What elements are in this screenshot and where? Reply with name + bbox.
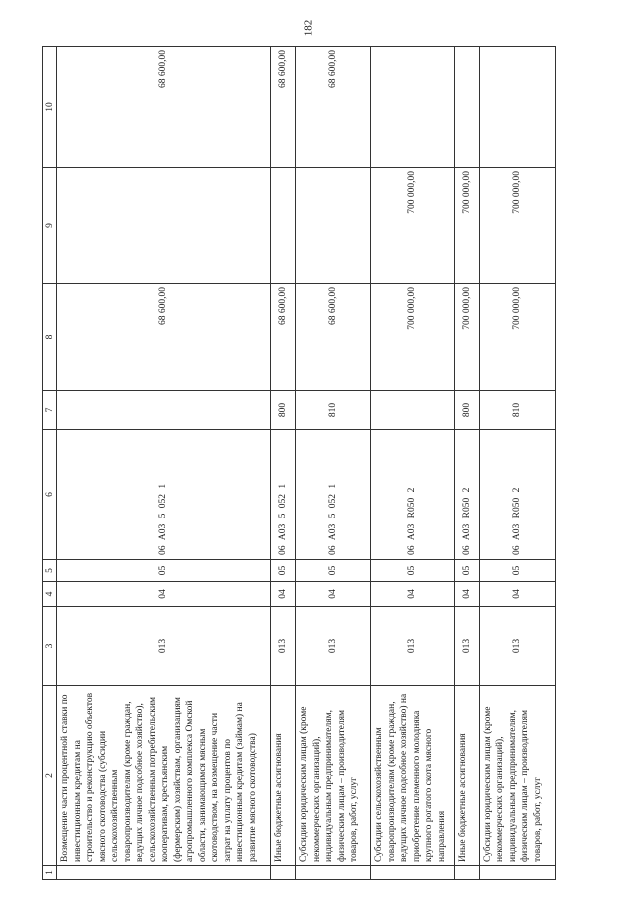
amount-col-10 [454, 47, 479, 168]
amount-total: 700 000,00 [479, 284, 555, 391]
expense-type-code [371, 391, 455, 430]
column-header: 9 [43, 168, 57, 284]
target-article-code: 06 А03 5 052 1 [296, 430, 371, 560]
section-code: 04 [479, 582, 555, 607]
target-article-code: 06 А03 R050 2 [371, 430, 455, 560]
target-article-code: 06 А03 5 052 1 [57, 430, 271, 560]
row-number-cell [371, 866, 455, 880]
amount-total: 68 600,00 [271, 284, 296, 391]
target-article-code: 06 А03 R050 2 [454, 430, 479, 560]
row-number-cell [57, 866, 271, 880]
ministry-code: 013 [479, 607, 555, 686]
row-number-cell [271, 866, 296, 880]
amount-col-9: 700 000,00 [454, 168, 479, 284]
subsection-code: 05 [296, 560, 371, 582]
target-article-code: 06 А03 R050 2 [479, 430, 555, 560]
target-article-code: 06 А03 5 052 1 [271, 430, 296, 560]
expense-type-code: 800 [271, 391, 296, 430]
page-number: 182 [302, 19, 315, 37]
table-row [479, 47, 555, 880]
subsection-code: 05 [57, 560, 271, 582]
budget-table [42, 46, 556, 880]
column-header: 8 [43, 284, 57, 391]
expense-type-code: 810 [296, 391, 371, 430]
section-code: 04 [271, 582, 296, 607]
section-code: 04 [454, 582, 479, 607]
section-code: 04 [296, 582, 371, 607]
subsection-code: 05 [479, 560, 555, 582]
rotated-table-wrapper [42, 47, 556, 880]
expense-type-code [57, 391, 271, 430]
amount-col-10 [479, 47, 555, 168]
amount-total: 700 000,00 [454, 284, 479, 391]
subsection-code: 05 [371, 560, 455, 582]
column-header: 6 [43, 430, 57, 560]
amount-col-9: 700 000,00 [371, 168, 455, 284]
table-row [57, 47, 271, 880]
column-number-row [43, 47, 57, 880]
column-header: 4 [43, 582, 57, 607]
ministry-code: 013 [454, 607, 479, 686]
ministry-code: 013 [371, 607, 455, 686]
row-number-cell [479, 866, 555, 880]
table-row [296, 47, 371, 880]
ministry-code: 013 [296, 607, 371, 686]
column-header: 1 [43, 866, 57, 880]
expense-type-code: 800 [454, 391, 479, 430]
column-header: 5 [43, 560, 57, 582]
item-name: Иные бюджетные ассигнования [454, 686, 479, 866]
item-name: Иные бюджетные ассигнования [271, 686, 296, 866]
column-header: 3 [43, 607, 57, 686]
amount-col-10: 68 600,00 [271, 47, 296, 168]
table-row [371, 47, 455, 880]
amount-total: 68 600,00 [296, 284, 371, 391]
expense-type-code: 810 [479, 391, 555, 430]
amount-col-9: 700 000,00 [479, 168, 555, 284]
table-row [454, 47, 479, 880]
amount-col-9 [57, 168, 271, 284]
column-header: 7 [43, 391, 57, 430]
row-number-cell [454, 866, 479, 880]
amount-col-10: 68 600,00 [57, 47, 271, 168]
amount-col-9 [271, 168, 296, 284]
amount-col-9 [296, 168, 371, 284]
item-name: Субсидии юридическим лицам (кроме некоммерческих организаций), индивидуальным предпринимателям, физическим лицам – производителям товаров, работ, услуг [296, 686, 371, 866]
section-code: 04 [57, 582, 271, 607]
amount-total: 700 000,00 [371, 284, 455, 391]
table-row [271, 47, 296, 880]
ministry-code: 013 [271, 607, 296, 686]
item-name: Субсидии сельскохозяйственным товаропроизводителям (кроме граждан, ведущих личное подсобное хозяйство) на приобретение племенного молодняка крупного рогатого скота мясного направления [371, 686, 455, 866]
subsection-code: 05 [454, 560, 479, 582]
subsection-code: 05 [271, 560, 296, 582]
item-name: Субсидии юридическим лицам (кроме некоммерческих организаций), индивидуальным предпринимателям, физическим лицам – производителям товаров, работ, услуг [479, 686, 555, 866]
column-header: 2 [43, 686, 57, 866]
section-code: 04 [371, 582, 455, 607]
amount-col-10: 68 600,00 [296, 47, 371, 168]
amount-col-10 [371, 47, 455, 168]
ministry-code: 013 [57, 607, 271, 686]
column-header: 10 [43, 47, 57, 168]
item-name: Возмещение части процентной ставки по инвестиционным кредитам на строительство и реконструкцию объектов мясного скотоводства (субсидии сельскохозяйственным товаропроизводителям (кроме граждан, ведущих личное подсобное хозяйство), сельскохозяйственным потребительским кооперативам, крестьянским (фермерским) хозяйствам, организациям агропромышленного комплекса Омской области, занимающимся мясным скотоводством, на возмещение части затрат на уплату процентов по инвестиционным кредитам (займам) на развитие мясного скотоводства) [57, 686, 271, 866]
row-number-cell [296, 866, 371, 880]
amount-total: 68 600,00 [57, 284, 271, 391]
